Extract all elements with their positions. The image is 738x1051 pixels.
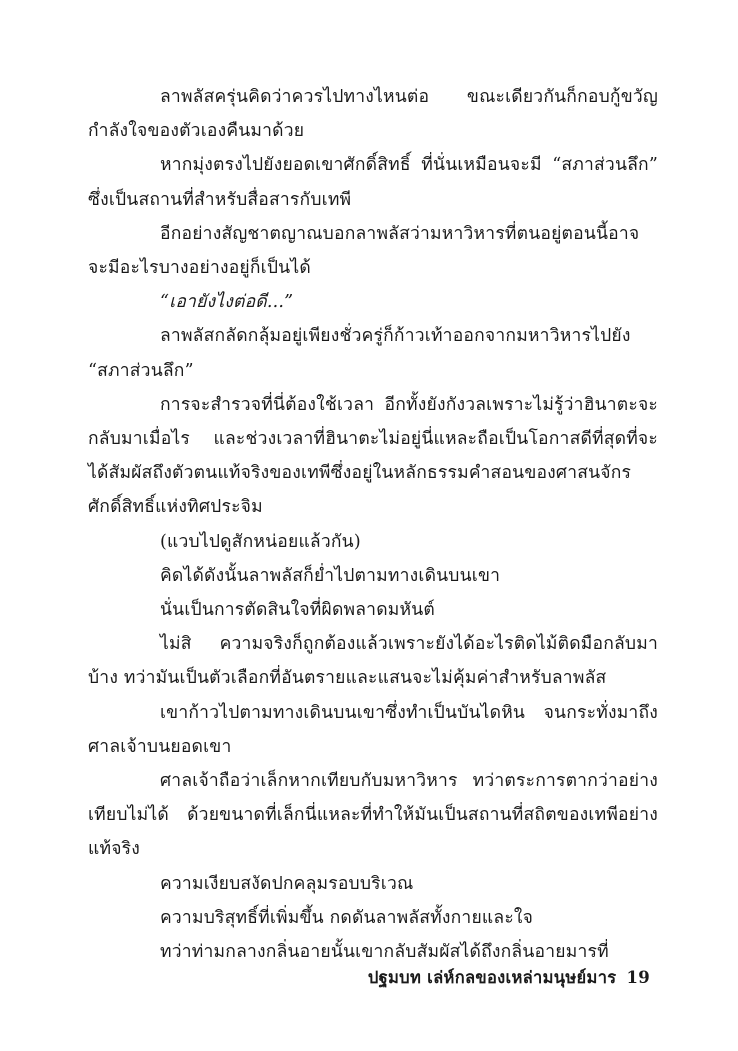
running-title: ปฐมบท เล่ห์กลของเหล่ามนุษย์มาร	[367, 968, 617, 987]
body-text	[88, 80, 658, 969]
paragraph: ลาพลัสครุ่นคิดว่าควรไปทางไหนต่อ ขณะเดียวกันก็กอบกู้ขวัญกำลังใจของตัวเองคืนมาด้วย	[88, 87, 658, 142]
paragraph: ความเงียบสงัดปกคลุมรอบบริเวณ	[160, 873, 414, 894]
paragraph: คิดได้ดังนั้นลาพลัสก็ย่ำไปตามทางเดินบนเขา	[160, 565, 501, 586]
paragraph: ทว่าท่ามกลางกลิ่นอายนั้นเขากลับสัมผัสได้ถึงกลิ่นอายมารที่	[160, 942, 609, 963]
paragraph: การจะสำรวจที่นี่ต้องใช้เวลา อีกทั้งยังกังวลเพราะไม่รู้ว่าฮินาตะจะกลับมาเมื่อไร และช่วงเวลาที่ฮินาตะไม่อยู่นี่แหละถือเป็นโอกาสดีที่สุดที่จะได้สัมผัสถึงตัวตนแท้จริงของเทพีซึ่งอยู่ในหลักธรรมคำสอนของศาสนจักรศักดิ์สิทธิ์แห่งทิศประจิม	[88, 394, 658, 518]
page-number: 19	[626, 968, 650, 987]
paragraph-thought: “เอายังไงต่อดี...”	[160, 292, 294, 313]
paragraph: ความบริสุทธิ์ที่เพิ่มขึ้น กดดันลาพลัสทั้งกายและใจ	[160, 907, 534, 928]
paragraph: ลาพลัสกลัดกลุ้มอยู่เพียงชั่วครู่ก็ก้าวเท้าออกจากมหาวิหารไปยัง “สภาส่วนลึก”	[88, 326, 631, 381]
page-footer	[0, 965, 650, 991]
paragraph: เขาก้าวไปตามทางเดินบนเขาซึ่งทำเป็นบันไดหิน จนกระทั่งมาถึงศาลเจ้าบนยอดเขา	[88, 702, 658, 757]
paragraph: อีกอย่างสัญชาตญาณบอกลาพลัสว่ามหาวิหารที่ตนอยู่ตอนนี้อาจจะมีอะไรบางอย่างอยู่ก็เป็นได้	[88, 223, 640, 279]
paragraph: ไม่สิ ความจริงก็ถูกต้องแล้วเพราะยังได้อะไรติดไม้ติดมือกลับมาบ้าง ทว่ามันเป็นตัวเลือกที่อันตรายและแสนจะไม่คุ้มค่าสำหรับลาพลัส	[88, 634, 658, 689]
paragraph: นั่นเป็นการตัดสินใจที่ผิดพลาดมหันต์	[160, 600, 435, 621]
paragraph: ศาลเจ้าถือว่าเล็กหากเทียบกับมหาวิหาร ทว่าตระการตากว่าอย่างเทียบไม่ได้ ด้วยขนาดที่เล็กนี่แหละที่ทำให้มันเป็นสถานที่สถิตของเทพีอย่างแท้จริง	[88, 771, 658, 860]
paragraph: หากมุ่งตรงไปยังยอดเขาศักดิ์สิทธิ์ ที่นั่นเหมือนจะมี “สภาส่วนลึก” ซึ่งเป็นสถานที่สำหรับสื่อสารกับเทพี	[88, 155, 658, 210]
paragraph: (แวบไปดูสักหน่อยแล้วกัน)	[160, 531, 361, 552]
